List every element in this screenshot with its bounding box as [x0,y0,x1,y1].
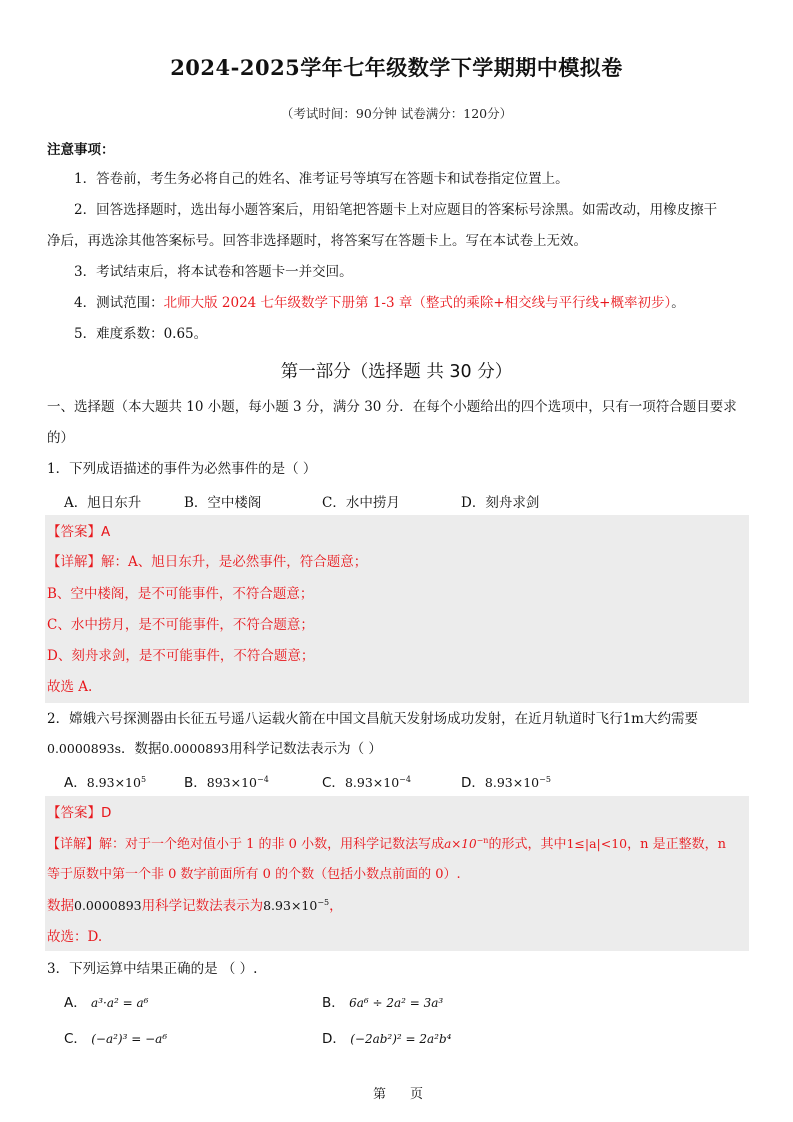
q1-detail-3: C、水中捞月，是不可能事件，不符合题意； [47,617,314,633]
notice-item-4: 4．测试范围：北师大版 2024 七年级数学下册第 1-3 章（整式的乘除+相交线与平行线+概率初步）。 [74,295,685,311]
q1-answer: 【答案】A [47,524,111,540]
test-scope: 北师大版 2024 七年级数学下册第 1-3 章（整式的乘除+相交线与平行线+概率初步） [163,295,672,311]
q3-option-c: C． (−a²)³ = −a⁶ [64,1031,168,1047]
q2-detail-3: 数据0.0000893用科学记数法表示为$8.93\times 10^{-5}$， [47,898,343,914]
q1-answer-block [45,515,749,703]
exam-info: （考试时间：90分钟 试卷满分：120分） [280,106,513,121]
q3-option-d: D． (−2ab²)² = 2a²b⁴ [322,1031,452,1047]
q2-detail-1: 【详解】解：对于一个绝对值小于 1 的非 0 小数，用科学记数法写成$a\times 10^{-n}$的形式，其中1≤|a|<10，n 是正整数，n [47,836,727,852]
notice-item-2b: 净后，再选涂其他答案标号。回答非选择题时，将答案写在答题卡上。写在本试卷上无效。 [47,233,587,249]
q1-detail-4: D、刻舟求剑，是不可能事件，不符合题意； [47,648,315,664]
footer-page-right: 页 [410,1087,424,1102]
q1-option-d: D．刻舟求剑 [461,495,540,511]
q1-detail-2: B、空中楼阁，是不可能事件，不符合题意； [47,586,314,602]
q2-answer: 【答案】D [47,805,112,821]
notice-item-3: 3．考试结束后，将本试卷和答题卡一并交回。 [74,264,353,280]
notice-heading: 注意事项： [47,142,115,158]
page-title: 2024-2025学年七年级数学下学期期中模拟卷 [170,55,623,80]
q1-option-b: B．空中楼阁 [184,495,262,511]
q2-stem-b: 0.0000893s．数据0.0000893用科学记数法表示为（ ） [47,741,382,757]
section-desc-b: 的） [47,430,74,446]
q2-answer-block [45,796,749,951]
q2-option-b: B．$893\times 10^{-4}$ [184,775,269,791]
q3-option-a: A． a³·a² = a⁶ [64,995,149,1011]
notice-item-2a: 2．回答选择题时，选出每小题答案后，用铅笔把答题卡上对应题目的答案标号涂黑。如需改动，用橡皮擦干 [74,202,718,218]
q2-option-d: D．$8.93\times 10^{-5}$ [461,775,551,791]
q2-option-a: A．$8.93\times 10^5$ [64,775,147,791]
section-desc-a: 一、选择题（本大题共 10 小题，每小题 3 分，满分 30 分．在每个小题给出的四个选项中，只有一项符合题目要求 [47,399,737,415]
q1-option-c: C．水中捞月 [322,495,400,511]
q1-stem: 1．下列成语描述的事件为必然事件的是（ ） [47,461,317,477]
footer-page-left: 第 [373,1087,387,1102]
q1-detail-1: 【详解】解：A、旭日东升，是必然事件，符合题意； [47,554,368,570]
q2-option-c: C．$8.93\times 10^{-4}$ [322,775,411,791]
q3-option-b: B． 6a⁶ ÷ 2a² = 3a³ [322,995,444,1011]
notice-item-5: 5．难度系数：0.65。 [74,326,208,342]
q1-detail-5: 故选 A. [47,679,93,695]
q1-option-a: A．旭日东升 [64,495,142,511]
notice-item-1: 1．答卷前，考生务必将自己的姓名、准考证号等填写在答题卡和试卷指定位置上。 [74,171,569,187]
q2-detail-2: 等于原数中第一个非 0 数字前面所有 0 的个数（包括小数点前面的 0）. [47,867,461,882]
section-title: 第一部分（选择题 共 30 分） [280,362,513,382]
q3-stem: 3．下列运算中结果正确的是 （ ）. [47,961,258,977]
q2-stem-a: 2．嫦娥六号探测器由长征五号遥八运载火箭在中国文昌航天发射场成功发射，在近月轨道时飞行1m大约需要 [47,711,698,727]
q2-detail-4: 故选：D. [47,929,103,945]
